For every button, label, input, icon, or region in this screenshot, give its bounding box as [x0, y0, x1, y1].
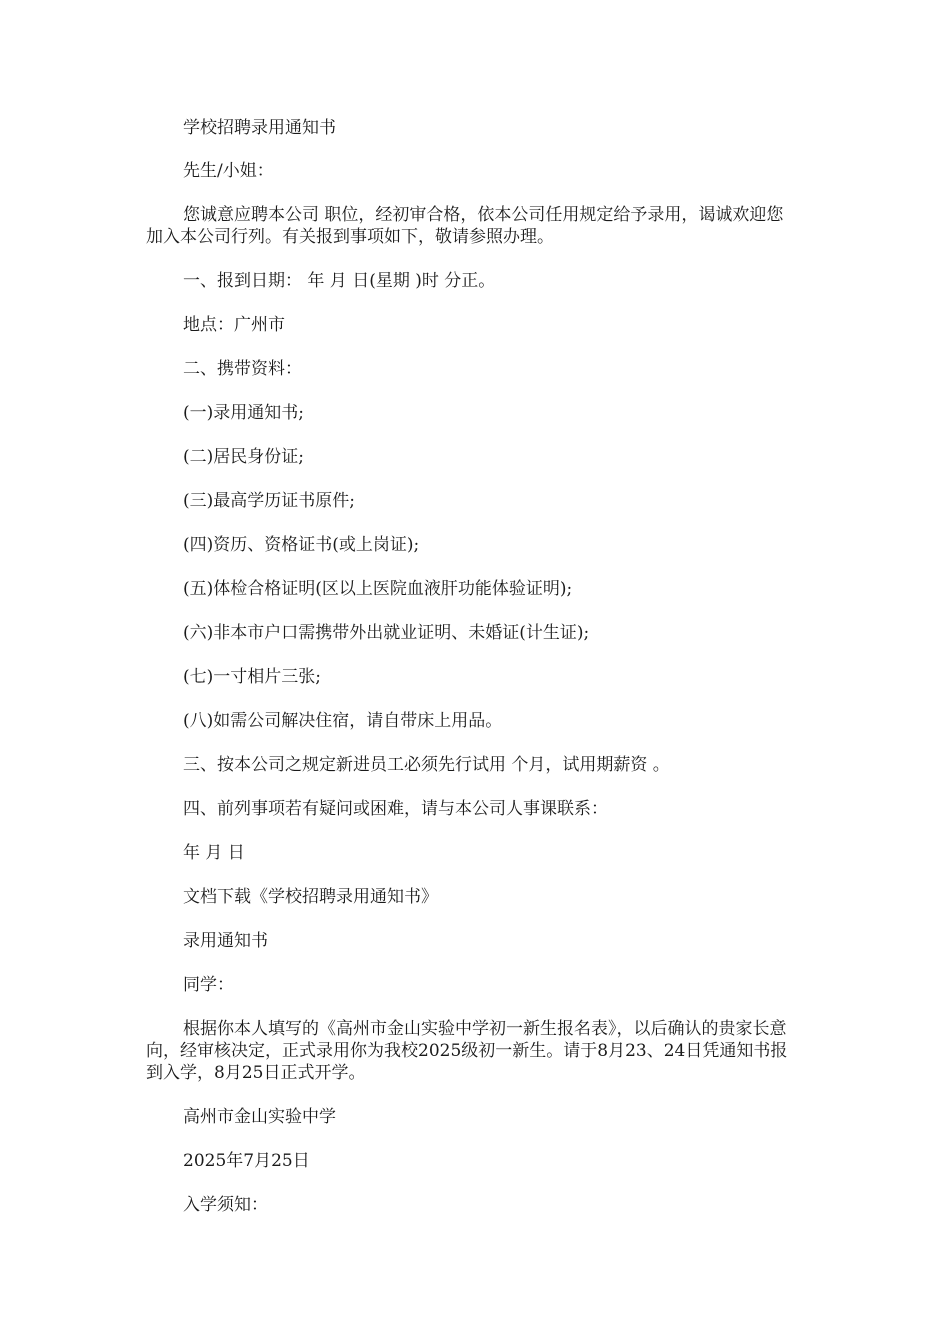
download-line: 文档下载《学校招聘录用通知书》	[183, 887, 438, 907]
material-item: (六)非本市户口需携带外出就业证明、未婚证(计生证);	[183, 623, 590, 643]
intro-paragraph: 您诚意应聘本公司 职位，经初审合格，依本公司任用规定给予录用，谒诚欢迎您加入本公司行列。有关报到事项如下，敬请参照办理。	[146, 205, 784, 247]
material-item: (四)资历、资格证书(或上岗证);	[183, 535, 420, 555]
date-line: 年 月 日	[183, 843, 245, 863]
material-item: (三)最高学历证书原件;	[183, 491, 355, 511]
material-item: (七)一寸相片三张;	[183, 667, 321, 687]
school-name: 高州市金山实验中学	[183, 1107, 336, 1127]
material-item: (八)如需公司解决住宿，请自带床上用品。	[183, 711, 503, 731]
contact-clause: 四、前列事项若有疑问或困难，请与本公司人事课联系：	[183, 799, 608, 819]
material-item: (二)居民身份证;	[183, 447, 304, 467]
admission-paragraph: 根据你本人填写的《高州市金山实验中学初一新生报名表》，以后确认的贵家长意向，经审核决定，正式录用你为我校2025级初一新生。请于8月23、24日凭通知书报到入学，8月25日正式开学。	[146, 1019, 788, 1083]
report-date: 一、报到日期： 年 月 日(星期 )时 分正。	[183, 271, 496, 291]
materials-heading: 二、携带资料：	[183, 359, 302, 379]
material-item: (五)体检合格证明(区以上医院血液肝功能体验证明);	[183, 579, 573, 599]
admission-title: 录用通知书	[183, 931, 268, 951]
issue-date: 2025年7月25日	[183, 1151, 310, 1171]
doc-title: 学校招聘录用通知书	[183, 118, 336, 138]
student-salutation: 同学：	[183, 975, 234, 995]
probation-clause: 三、按本公司之规定新进员工必须先行试用 个月，试用期薪资 。	[183, 755, 670, 775]
salutation: 先生/小姐：	[183, 161, 274, 181]
report-location: 地点：广州市	[183, 315, 285, 335]
enrollment-notice-heading: 入学须知：	[183, 1195, 268, 1215]
material-item: (一)录用通知书;	[183, 403, 304, 423]
